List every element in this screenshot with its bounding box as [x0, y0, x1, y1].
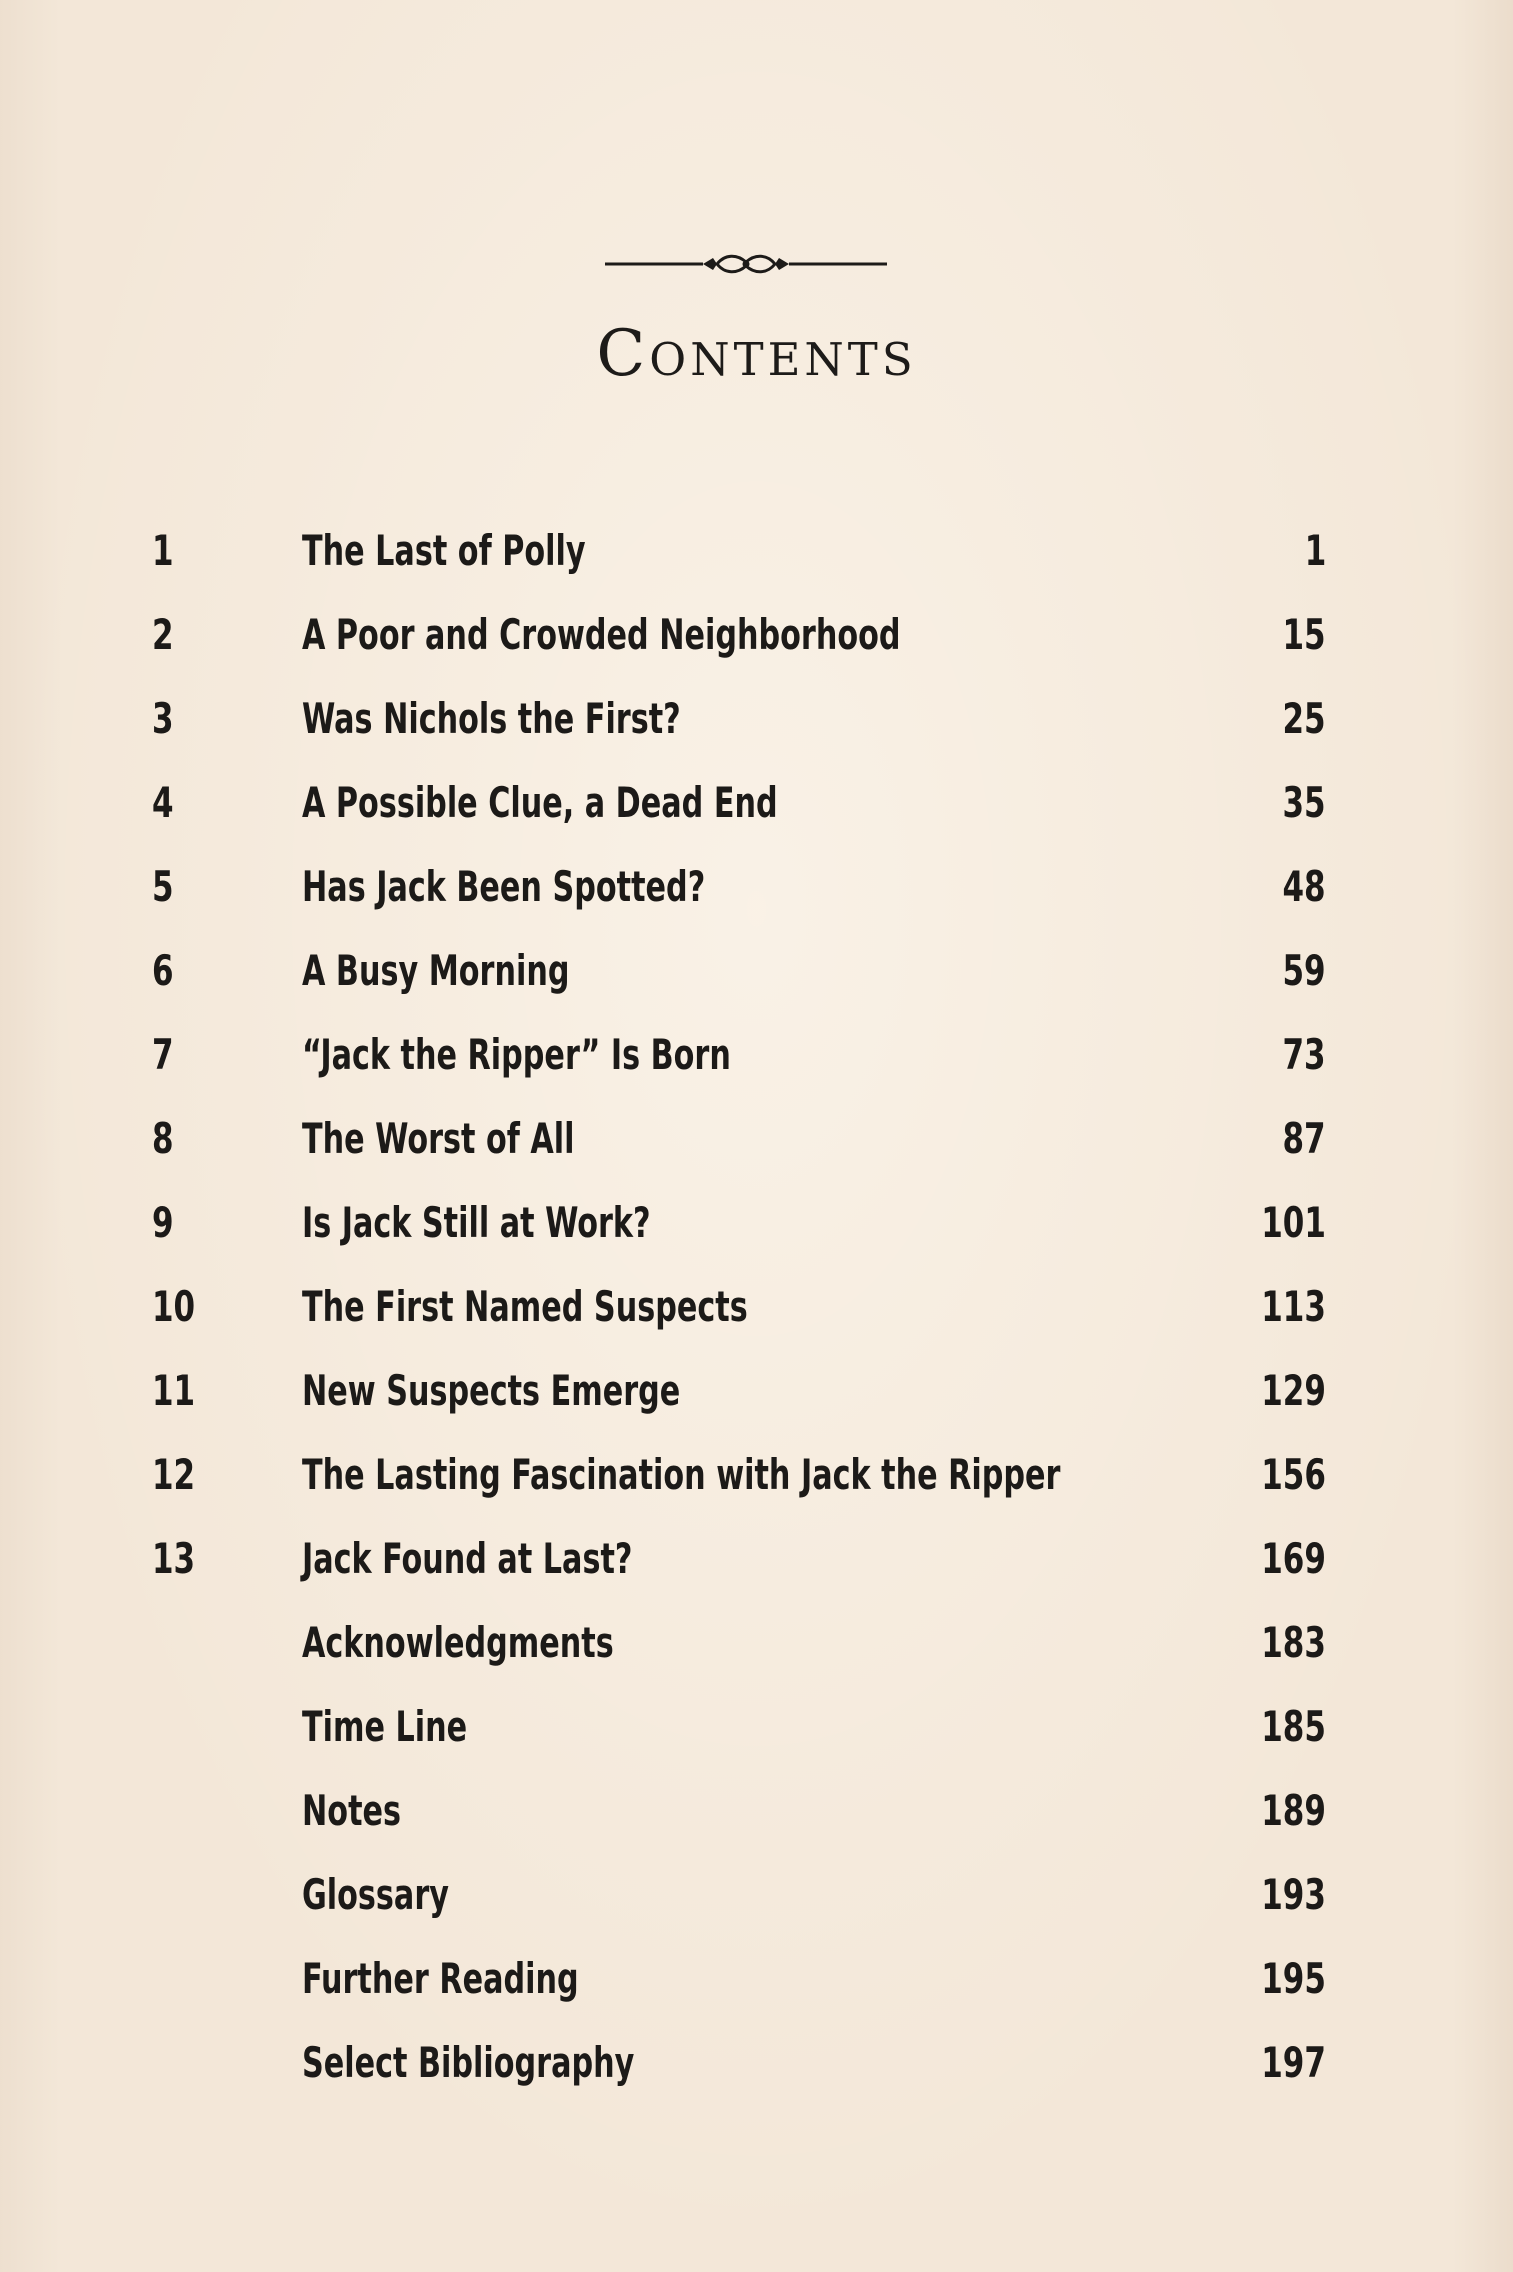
toc-entry	[0, 1601, 1513, 1685]
chapter-title: The Worst of All	[302, 1114, 575, 1163]
chapter-title: Has Jack Been Spotted?	[302, 862, 706, 911]
chapter-number: 12	[152, 1450, 196, 1499]
toc-entry	[0, 1517, 1513, 1601]
page-number: 1	[1304, 526, 1326, 575]
toc-entry	[0, 593, 1513, 677]
page-number: 101	[1261, 1198, 1326, 1247]
page-number: 193	[1261, 1870, 1326, 1919]
page-number: 87	[1282, 1114, 1326, 1163]
toc-entry	[0, 845, 1513, 929]
chapter-number: 6	[152, 946, 174, 995]
toc-entry	[0, 1769, 1513, 1853]
page-number: 15	[1282, 610, 1326, 659]
toc-entry	[0, 1097, 1513, 1181]
chapter-title: Jack Found at Last?	[302, 1534, 633, 1583]
toc-entry	[0, 1265, 1513, 1349]
chapter-title: Was Nichols the First?	[302, 694, 681, 743]
toc-entry	[0, 929, 1513, 1013]
chapter-title: A Poor and Crowded Neighborhood	[302, 610, 901, 659]
chapter-number: 3	[152, 694, 174, 743]
chapter-title: The Lasting Fascination with Jack the Ripper	[302, 1450, 1061, 1499]
page-number: 189	[1261, 1786, 1326, 1835]
chapter-title: Notes	[302, 1786, 402, 1835]
toc-entry	[0, 1433, 1513, 1517]
chapter-number: 11	[152, 1366, 196, 1415]
toc-entry	[0, 1181, 1513, 1265]
decorative-ornament-icon	[605, 248, 887, 280]
page-number: 195	[1261, 1954, 1326, 2003]
page-number: 25	[1282, 694, 1326, 743]
toc-entry	[0, 509, 1513, 593]
chapter-title: Select Bibliography	[302, 2038, 635, 2087]
chapter-title: Is Jack Still at Work?	[302, 1198, 651, 1247]
page-title: Contents	[596, 317, 917, 391]
chapter-number: 10	[152, 1282, 196, 1331]
chapter-number: 7	[152, 1030, 174, 1079]
chapter-number: 1	[152, 526, 174, 575]
chapter-title: Time Line	[302, 1702, 468, 1751]
page-number: 59	[1282, 946, 1326, 995]
chapter-number: 9	[152, 1198, 174, 1247]
page-number: 73	[1282, 1030, 1326, 1079]
page-number: 113	[1261, 1282, 1326, 1331]
chapter-number: 13	[152, 1534, 196, 1583]
chapter-number: 5	[152, 862, 174, 911]
page-number: 48	[1282, 862, 1326, 911]
chapter-title: Acknowledgments	[302, 1618, 614, 1667]
page-number: 169	[1261, 1534, 1326, 1583]
toc-entry	[0, 1685, 1513, 1769]
toc-entry	[0, 1013, 1513, 1097]
chapter-title: A Possible Clue, a Dead End	[302, 778, 778, 827]
page-number: 183	[1261, 1618, 1326, 1667]
chapter-title: A Busy Morning	[302, 946, 570, 995]
chapter-title: “Jack the Ripper” Is Born	[302, 1030, 731, 1079]
toc-entry	[0, 1349, 1513, 1433]
chapter-number: 2	[152, 610, 174, 659]
chapter-title: Glossary	[302, 1870, 449, 1919]
toc-entry	[0, 1853, 1513, 1937]
toc-entry	[0, 761, 1513, 845]
page-number: 185	[1261, 1702, 1326, 1751]
toc-entry	[0, 2021, 1513, 2105]
chapter-number: 8	[152, 1114, 174, 1163]
chapter-title: Further Reading	[302, 1954, 579, 2003]
page-number: 197	[1261, 2038, 1326, 2087]
toc-entry	[0, 1937, 1513, 2021]
page-number: 129	[1261, 1366, 1326, 1415]
page-number: 35	[1282, 778, 1326, 827]
page-number: 156	[1261, 1450, 1326, 1499]
chapter-title: The First Named Suspects	[302, 1282, 748, 1331]
chapter-title: New Suspects Emerge	[302, 1366, 681, 1415]
chapter-title: The Last of Polly	[302, 526, 586, 575]
toc-entry	[0, 677, 1513, 761]
chapter-number: 4	[152, 778, 174, 827]
